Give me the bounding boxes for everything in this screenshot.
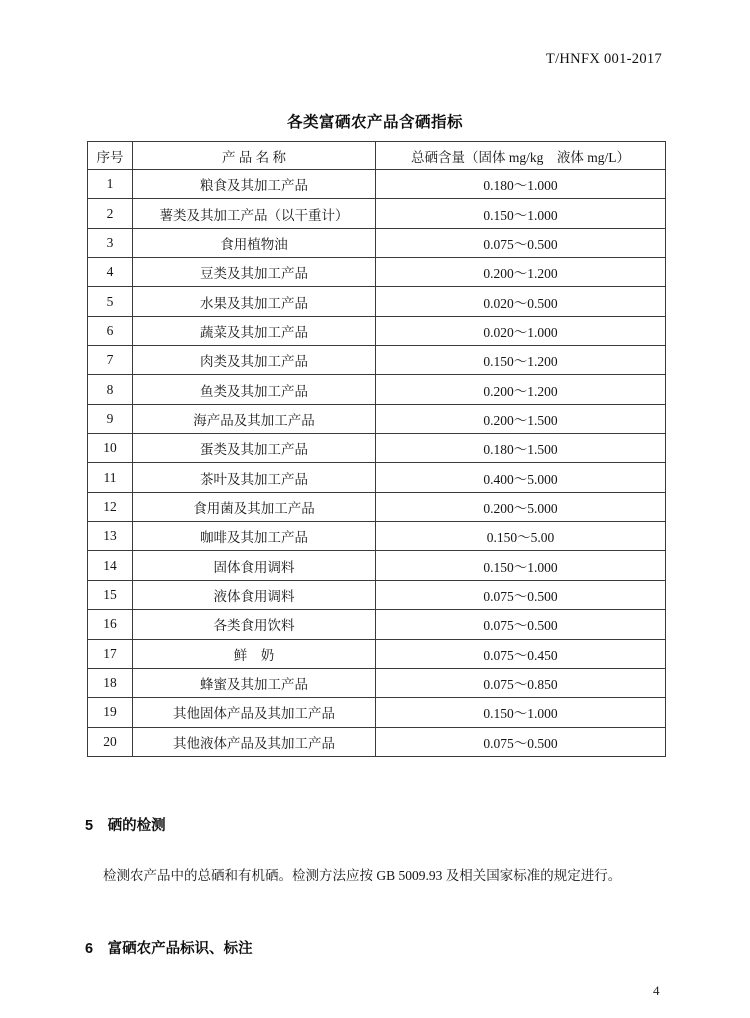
table-row xyxy=(88,727,666,756)
row-index-cell: 19 xyxy=(88,698,133,727)
table-row xyxy=(88,551,666,580)
table-row xyxy=(88,522,666,551)
selenium-range-cell: 0.075～0.500 xyxy=(376,727,666,756)
table-row xyxy=(88,316,666,345)
table-row xyxy=(88,639,666,668)
table-row xyxy=(88,170,666,199)
product-name-cell: 其他液体产品及其加工产品 xyxy=(133,727,376,756)
selenium-range-cell: 0.150～1.200 xyxy=(376,346,666,375)
table-row xyxy=(88,375,666,404)
product-name-cell: 固体食用调料 xyxy=(133,551,376,580)
selenium-range-cell: 0.075～0.500 xyxy=(376,580,666,609)
product-name-cell: 薯类及其加工产品（以干重计） xyxy=(133,199,376,228)
row-index-cell: 2 xyxy=(88,199,133,228)
selenium-range-cell: 0.400～5.000 xyxy=(376,463,666,492)
selenium-range-cell: 0.200～1.500 xyxy=(376,404,666,433)
row-index-cell: 5 xyxy=(88,287,133,316)
row-index-cell: 20 xyxy=(88,727,133,756)
row-index-cell: 10 xyxy=(88,434,133,463)
product-name-cell: 液体食用调料 xyxy=(133,580,376,609)
table-row xyxy=(88,610,666,639)
selenium-range-cell: 0.020～1.000 xyxy=(376,316,666,345)
col-header-index: 序号 xyxy=(88,142,133,170)
page-number: 4 xyxy=(653,983,660,998)
product-name-cell: 蔬菜及其加工产品 xyxy=(133,316,376,345)
product-name-cell: 茶叶及其加工产品 xyxy=(133,463,376,492)
selenium-range-cell: 0.180～1.500 xyxy=(376,434,666,463)
row-index-cell: 4 xyxy=(88,258,133,287)
table-row xyxy=(88,404,666,433)
selenium-range-cell: 0.150～1.000 xyxy=(376,551,666,580)
row-index-cell: 14 xyxy=(88,551,133,580)
row-index-cell: 7 xyxy=(88,346,133,375)
product-name-cell: 豆类及其加工产品 xyxy=(133,258,376,287)
selenium-range-cell: 0.075～0.450 xyxy=(376,639,666,668)
product-name-cell: 蛋类及其加工产品 xyxy=(133,434,376,463)
product-name-cell: 粮食及其加工产品 xyxy=(133,170,376,199)
table-row xyxy=(88,668,666,697)
table-row xyxy=(88,492,666,521)
product-name-cell: 鲜 奶 xyxy=(133,639,376,668)
selenium-range-cell: 0.150～5.00 xyxy=(376,522,666,551)
section-5-paragraph: 检测农产品中的总硒和有机硒。检测方法应按 GB 5009.93 及相关国家标准的规定进行。 xyxy=(103,868,622,883)
product-name-cell: 食用菌及其加工产品 xyxy=(133,492,376,521)
selenium-range-cell: 0.200～1.200 xyxy=(376,258,666,287)
table-row xyxy=(88,258,666,287)
row-index-cell: 17 xyxy=(88,639,133,668)
row-index-cell: 12 xyxy=(88,492,133,521)
doc-code: T/HNFX 001-2017 xyxy=(545,51,662,67)
row-index-cell: 11 xyxy=(88,463,133,492)
row-index-cell: 8 xyxy=(88,375,133,404)
row-index-cell: 15 xyxy=(88,580,133,609)
row-index-cell: 1 xyxy=(88,170,133,199)
selenium-range-cell: 0.075～0.500 xyxy=(376,610,666,639)
row-index-cell: 3 xyxy=(88,228,133,257)
row-index-cell: 13 xyxy=(88,522,133,551)
section-6-heading: 6 富硒农产品标识、标注 xyxy=(85,941,253,957)
product-name-cell: 肉类及其加工产品 xyxy=(133,346,376,375)
table-header-row xyxy=(88,142,666,170)
row-index-cell: 9 xyxy=(88,404,133,433)
table-row xyxy=(88,287,666,316)
row-index-cell: 18 xyxy=(88,668,133,697)
col-header-product-name: 产 品 名 称 xyxy=(133,142,376,170)
table-body xyxy=(88,170,666,757)
product-name-cell: 咖啡及其加工产品 xyxy=(133,522,376,551)
table-row xyxy=(88,199,666,228)
table-row xyxy=(88,698,666,727)
product-name-cell: 食用植物油 xyxy=(133,228,376,257)
selenium-content-table xyxy=(87,141,666,757)
row-index-cell: 6 xyxy=(88,316,133,345)
table-row xyxy=(88,463,666,492)
selenium-range-cell: 0.200～5.000 xyxy=(376,492,666,521)
table-row xyxy=(88,580,666,609)
section-5-heading: 5 硒的检测 xyxy=(85,818,166,834)
selenium-range-cell: 0.075～0.850 xyxy=(376,668,666,697)
selenium-range-cell: 0.180～1.000 xyxy=(376,170,666,199)
selenium-range-cell: 0.150～1.000 xyxy=(376,199,666,228)
selenium-range-cell: 0.075～0.500 xyxy=(376,228,666,257)
selenium-range-cell: 0.200～1.200 xyxy=(376,375,666,404)
product-name-cell: 其他固体产品及其加工产品 xyxy=(133,698,376,727)
row-index-cell: 16 xyxy=(88,610,133,639)
product-name-cell: 鱼类及其加工产品 xyxy=(133,375,376,404)
product-name-cell: 海产品及其加工产品 xyxy=(133,404,376,433)
product-name-cell: 各类食用饮料 xyxy=(133,610,376,639)
table-title: 各类富硒农产品含硒指标 xyxy=(286,114,463,131)
selenium-range-cell: 0.020～0.500 xyxy=(376,287,666,316)
product-name-cell: 蜂蜜及其加工产品 xyxy=(133,668,376,697)
product-name-cell: 水果及其加工产品 xyxy=(133,287,376,316)
table-row xyxy=(88,434,666,463)
table-row xyxy=(88,228,666,257)
selenium-range-cell: 0.150～1.000 xyxy=(376,698,666,727)
table-row xyxy=(88,346,666,375)
col-header-selenium-content: 总硒含量（固体 mg/kg 液体 mg/L） xyxy=(376,142,666,170)
